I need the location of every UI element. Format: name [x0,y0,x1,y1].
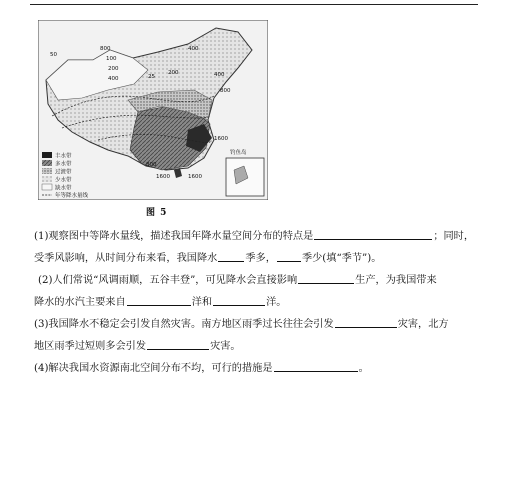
question-text: 降水的水汽主要来自 [34,297,126,308]
question-1-line-2 [34,248,381,270]
question-text: (3)我国降水不稳定会引发自然灾害。南方地区雨季过长往往会引发 [34,319,334,330]
question-text: 洋和 [191,297,213,308]
question-text: 灾害。 [210,341,241,352]
legend-swatch [42,168,52,174]
isohyet-label: 400 [108,76,119,82]
legend-label: 丰水带 [55,153,72,160]
legend-label: 年等降水量线 [55,193,89,199]
top-rule [30,4,478,5]
isohyet-label: 1600 [188,174,202,180]
isohyet-label: 400 [188,46,199,52]
legend-swatch [42,160,52,166]
question-text: 生产，为我国带来 [355,275,437,286]
question-2-line-2 [34,292,286,314]
isohyet-label: 800 [146,162,157,168]
legend-label: 缺水带 [55,185,72,192]
answer-blank[interactable] [213,294,265,306]
isohyet-label: 800 [100,46,111,52]
legend-label: 多水带 [55,161,72,168]
figure-caption: 图 5 [146,208,168,218]
answer-blank[interactable] [277,250,301,262]
question-text: 受季风影响，从时间分布来看，我国降水 [34,253,218,264]
answer-blank[interactable] [335,316,397,328]
answer-blank[interactable] [127,294,191,306]
answer-blank[interactable] [274,360,358,372]
answer-blank[interactable] [147,338,209,350]
question-1-line-1 [34,226,474,248]
isohyet-label: 50 [50,52,57,58]
answer-blank[interactable] [298,272,354,284]
isohyet-label: 400 [214,72,225,78]
isohyet-label: 200 [168,70,179,76]
question-text: 。 [358,363,369,374]
question-3-line-2 [34,336,241,358]
legend-label: 少水带 [55,177,72,184]
answer-blank[interactable] [218,250,244,262]
isohyet-label: 1600 [214,136,228,142]
question-text: 洋。 [266,297,287,308]
legend-swatch [42,184,52,190]
isohyet-label: 1600 [156,174,170,180]
isohyet-label: 25 [148,74,155,80]
question-text: 灾害，北方 [397,319,449,330]
question-text: 地区雨季过短则多会引发 [34,341,147,352]
question-3-line-1 [34,314,449,336]
question-text: 季少(填“季节”)。 [301,253,382,264]
question-text: (2)人们常说“风调雨顺，五谷丰登”，可见降水会直接影响 [38,275,298,286]
legend-swatch [42,152,52,158]
question-text: (4)解决我国水资源南北空间分布不均，可行的措施是 [34,363,273,374]
question-text: (1)观察图中等降水量线，描述我国年降水量空间分布的特点是 [34,231,314,242]
island-label: 钓鱼岛 [230,150,247,156]
answer-blank[interactable] [314,228,432,240]
isohyet-label: 200 [108,66,119,72]
question-text: 季多， [245,253,276,264]
isohyet-label: 100 [106,56,117,62]
question-text: ；同时， [433,231,475,242]
question-4-line-1 [34,358,369,380]
legend-swatch [42,176,52,182]
precipitation-map [38,20,268,200]
question-2-line-1 [38,270,437,292]
isohyet-label: 800 [220,88,231,94]
legend-label: 过渡带 [55,169,72,176]
